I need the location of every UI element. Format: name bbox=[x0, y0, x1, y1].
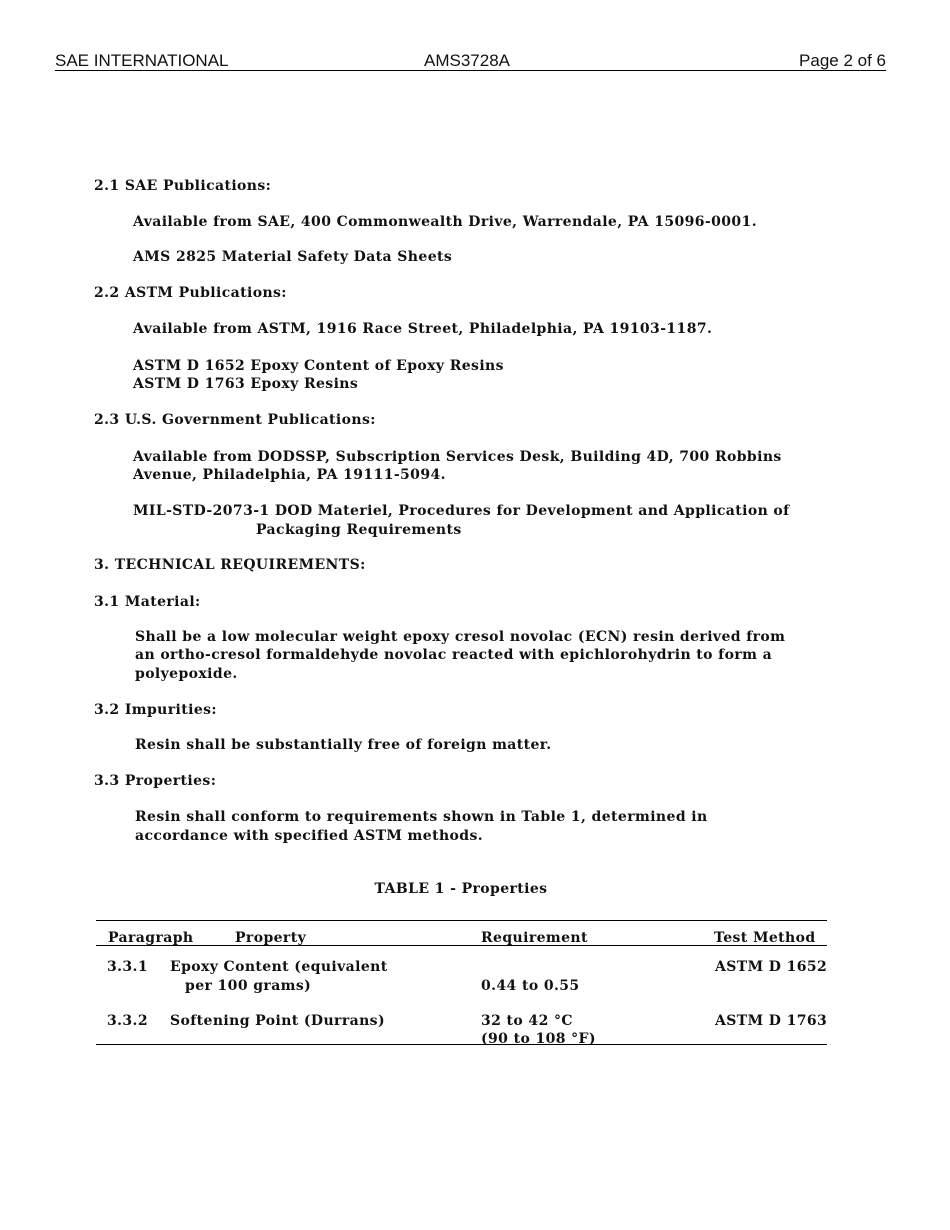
section-2-3-heading: 2.3 U.S. Government Publications: bbox=[94, 412, 376, 428]
row-property-line: Softening Point (Durrans) bbox=[170, 1013, 385, 1029]
table-bottom-rule bbox=[96, 1044, 827, 1045]
section-2-3-item-line: Packaging Requirements bbox=[256, 522, 462, 538]
section-2-1-item: AMS 2825 Material Safety Data Sheets bbox=[133, 249, 453, 265]
section-3-1-text-line: Shall be a low molecular weight epoxy cresol novolac (ECN) resin derived from bbox=[135, 629, 786, 645]
row-requirement: 0.44 to 0.55 bbox=[481, 978, 580, 994]
section-2-2-item: ASTM D 1652 Epoxy Content of Epoxy Resins bbox=[133, 358, 504, 374]
table-header-rule bbox=[96, 945, 827, 946]
section-2-2-availability: Available from ASTM, 1916 Race Street, Philadelphia, PA 19103-1187. bbox=[133, 321, 713, 337]
header-organization: SAE INTERNATIONAL bbox=[55, 51, 229, 70]
row-paragraph: 3.3.1 bbox=[107, 959, 148, 975]
table-top-rule bbox=[96, 920, 827, 921]
header-page-number: Page 2 of 6 bbox=[799, 51, 886, 70]
section-3-3-text-line: Resin shall conform to requirements shown in Table 1, determined in bbox=[135, 809, 708, 825]
header-document-number: AMS3728A bbox=[424, 51, 510, 70]
column-header-requirement: Requirement bbox=[481, 930, 588, 946]
row-property-line: Epoxy Content (equivalent bbox=[170, 959, 388, 975]
section-2-3-item-line: MIL-STD-2073-1 DOD Materiel, Procedures for Development and Application of bbox=[133, 503, 790, 519]
section-2-3-availability-line: Avenue, Philadelphia, PA 19111-5094. bbox=[133, 467, 446, 483]
page-header bbox=[55, 50, 886, 71]
section-3-1-heading: 3.1 Material: bbox=[94, 594, 201, 610]
section-2-2-heading: 2.2 ASTM Publications: bbox=[94, 285, 287, 301]
section-3-2-text-line: Resin shall be substantially free of foreign matter. bbox=[135, 737, 552, 753]
column-header-property: Property bbox=[235, 930, 307, 946]
section-3-3-text-line: accordance with specified ASTM methods. bbox=[135, 828, 484, 844]
section-2-3-availability-line: Available from DODSSP, Subscription Services Desk, Building 4D, 700 Robbins bbox=[133, 449, 782, 465]
section-2-1-availability: Available from SAE, 400 Commonwealth Drive, Warrendale, PA 15096-0001. bbox=[133, 214, 757, 230]
row-paragraph: 3.3.2 bbox=[107, 1013, 148, 1029]
section-3-1-text-line: polyepoxide. bbox=[135, 666, 238, 682]
row-property-line: per 100 grams) bbox=[185, 978, 312, 994]
section-3-3-heading: 3.3 Properties: bbox=[94, 773, 217, 789]
row-test-method: ASTM D 1763 bbox=[715, 1013, 828, 1029]
section-2-1-heading: 2.1 SAE Publications: bbox=[94, 178, 272, 194]
column-header-paragraph: Paragraph bbox=[108, 930, 194, 946]
row-requirement: (90 to 108 °F) bbox=[481, 1031, 596, 1047]
section-3-2-heading: 3.2 Impurities: bbox=[94, 702, 217, 718]
column-header-test-method: Test Method bbox=[714, 930, 816, 946]
table-title: TABLE 1 - Properties bbox=[374, 881, 548, 897]
section-3-1-text-line: an ortho-cresol formaldehyde novolac reacted with epichlorohydrin to form a bbox=[135, 647, 773, 663]
row-requirement: 32 to 42 °C bbox=[481, 1013, 573, 1029]
row-test-method: ASTM D 1652 bbox=[715, 959, 828, 975]
section-2-2-item: ASTM D 1763 Epoxy Resins bbox=[133, 376, 359, 392]
section-3-heading: 3. TECHNICAL REQUIREMENTS: bbox=[94, 557, 366, 573]
